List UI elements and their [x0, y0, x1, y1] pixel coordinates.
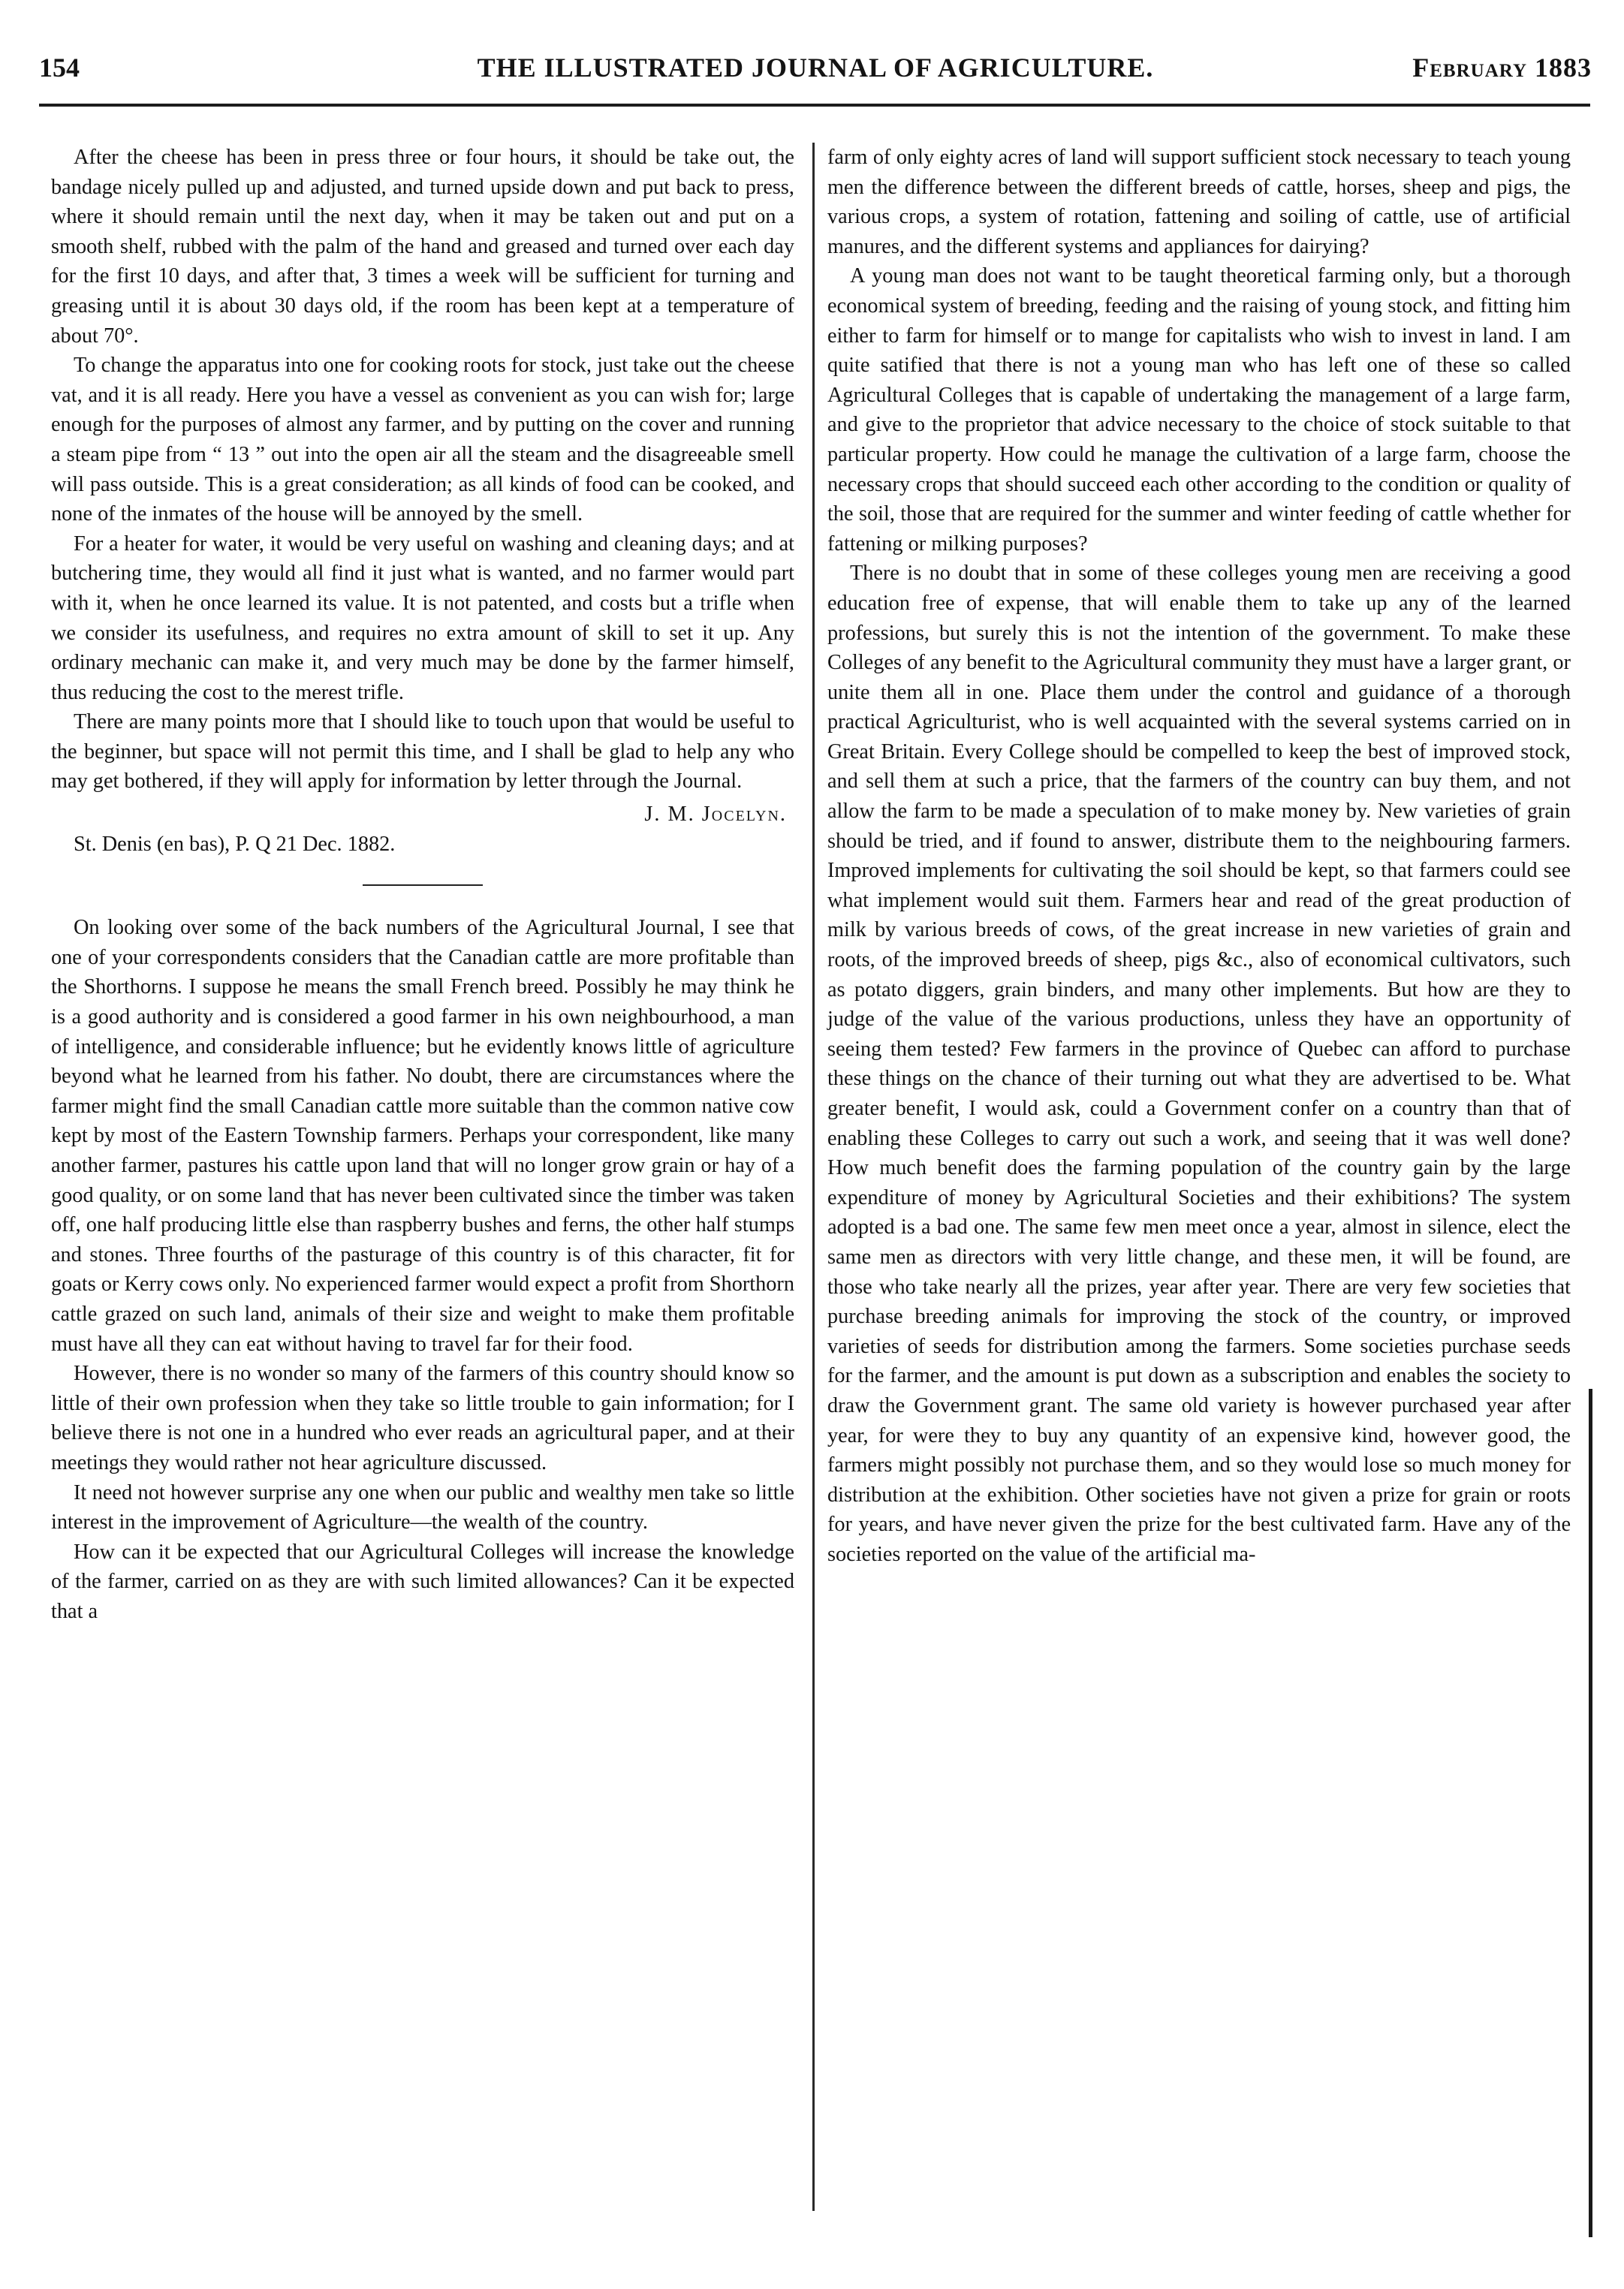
right-column	[827, 143, 1571, 1570]
issue-date: February 1883	[1412, 53, 1592, 83]
paragraph: How can it be expected that our Agricultural Colleges will increase the knowledge of the farmer, carried on as they are with such limited allowances? Can it be expected that a	[51, 1540, 794, 1623]
section-divider	[363, 884, 483, 886]
place-date-line: St. Denis (en bas), P. Q 21 Dec. 1882.	[74, 832, 396, 856]
paragraph: For a heater for water, it would be very useful on washing and cleaning days; and at butchering time, they would all find it just what is wanted, and no farmer would part with it, when he once learned its value. It is not patented, and costs but a trifle when we consider its usefulness, and requires no extra amount of skill to set it up. Any ordinary mechanic can make it, and very much may be done by the farmer himself, thus reducing the cost to the merest trifle.	[51, 532, 794, 704]
paragraph: To change the apparatus into one for cooking roots for stock, just take out the cheese vat, and it is all ready. Here you have a vessel as convenient as you can wish for; large enough for the purposes of almost any farmer, and by putting on the cover and running a steam pipe from “ 13 ” out into the open air all the steam and the disagreeable smell will pass outside. This is a great consideration; as all kinds of food can be cooked, and none of the inmates of the house will be annoyed by the smell.	[51, 354, 794, 526]
paragraph: It need not however surprise any one when our public and wealthy men take so little interest in the improvement of Agriculture—the wealth of the country.	[51, 1480, 794, 1535]
paragraph: There are many points more that I should like to touch upon that would be useful to the beginner, but space will not permit this time, and I shall be glad to help any who may get bothered, if they will apply for information by letter through the Journal.	[51, 710, 794, 794]
journal-title: THE ILLUSTRATED JOURNAL OF AGRICULTURE.	[477, 53, 1154, 83]
paragraph: On looking over some of the back numbers of the Agricultural Journal, I see that one of your correspondents considers that the Canadian cattle are more profitable than the Shorthorns. I suppose he means the small French breed. Possibly he may think he is a good authority and is considered a good farmer in his own neighbourhood, a man of intelligence, and considerable influence; but he evidently knows little of agriculture beyond what he learned from his father. No doubt, there are circumstances where the farmer might find the small Canadian cattle more suitable than the common native cow kept by most of the Eastern Township farmers. Perhaps your correspondent, like many another farmer, pastures his cattle upon land that will no longer grow grain or hay of a good quality, or on some land that has never been cultivated since the timber was taken off, one half producing little else than raspberry bushes and ferns, the other half stumps and stones. Three fourths of the pasturage of this country is of this character, fit for goats or Kerry cows only. No experienced farmer would expect a profit from Shorthorn cattle grazed on such land, animals of their size and weight to make them profitable must have all they can eat without having to travel far for their food.	[51, 916, 794, 1356]
paragraph: After the cheese has been in press three or four hours, it should be take out, the bandage nicely pulled up and adjusted, and turned upside down and put back to press, where it should remain until the next day, when it may be taken out and put on a smooth shelf, rubbed with the palm of the hand and greased and turned over each day for the first 10 days, and after that, 3 times a week will be sufficient for turning and greasing until it is about 30 days old, if the room has been kept at a temperature of about 70°.	[51, 146, 794, 348]
header-rule	[39, 104, 1590, 107]
column-rule	[812, 143, 815, 2211]
binding-edge-mark	[1589, 1389, 1592, 2237]
left-column	[51, 143, 794, 1627]
paragraph: farm of only eighty acres of land will support sufficient stock necessary to teach young men the difference between the different breeds of cattle, horses, sheep and pigs, the various crops, a system of rotation, fattening and soiling of cattle, use of artificial manures, and the different systems and appliances for dairying?	[827, 146, 1571, 258]
author-signature: J. M. Jocelyn.	[644, 803, 787, 827]
page-header	[39, 45, 1592, 90]
page-number: 154	[39, 53, 80, 83]
paragraph: A young man does not want to be taught theoretical farming only, but a thorough economical system of breeding, feeding and the raising of young stock, and fitting him either to farm for himself or to mange for capitalists who wish to invest in land. I am quite satified that there is not a young man who has left one of these so called Agricultural Colleges that is capable of undertaking the management of a large farm, and give to the proprietor that advice necessary to the choice of stock suitable to that particular property. How could he manage the cultivation of a large farm, choose the necessary crops that should succeed each other according to the condition or quality of the soil, those that are required for the summer and winter feeding of cattle whether for fattening or milking purposes?	[827, 264, 1571, 556]
paragraph: There is no doubt that in some of these colleges young men are receiving a good education free of expense, that will enable them to take up any of the learned professions, but surely this is not the intention of the government. To make these Colleges of any benefit to the Agricultural community they must have a larger grant, or unite them all in one. Place them under the control and guidance of a thorough practical Agriculturist, who is well acquainted with the several systems carried on in Great Britain. Every College should be compelled to keep the best of improved stock, and sell them at such a price, that the farmers of the country can buy them, and not allow the farm to be made a speculation of to make money by. New varieties of grain should be tried, and if found to answer, distribute them to the neighbouring farmers. Improved implements for cultivating the soil should be kept, so that farmers could see what implement would suit them. Farmers hear and read of the great production of milk by various breeds of cows, of the great increase in new varieties of grain and roots, of the improved breeds of sheep, pigs &c., also of economical cultivators, such as potato diggers, grain binders, and many other implements. But how are they to judge of the value of the various productions, unless they have an opportunity of seeing them tested? Few farmers in the province of Quebec can afford to purchase these things on the chance of their turning out what they are advertised to be. What greater benefit, I would ask, could a Government confer on a country than that of enabling these Colleges to carry out such a work, and seeing that it was well done? How much benefit does the farming population of the country gain by the large expenditure of money by Agricultural Societies and their exhibitions? The system adopted is a bad one. The same few men meet once a year, almost in silence, elect the same men as directors with very little change, and these men, it will be found, are those who take nearly all the prizes, year after year. There are very few societies that purchase breeding animals for improving the stock of the country, or improved varieties of seeds for distribution among the farmers. Some societies purchase seeds for the farmer, and the amount is put down as a subscription and enables the society to draw the Government grant. The same old variety is however purchased year after year, for were they to buy any quantity of an expensive kind, however good, the farmers might possibly not purchase them, and so they would lose so much money for distribution at the exhibition. Other societies have not given a prize for grain or roots for years, and have never given the prize for the best cultivated farm. Have any of the societies reported on the value of the artificial ma-	[827, 562, 1571, 1566]
paragraph: However, there is no wonder so many of the farmers of this country should know so little of their own profession when they take so little trouble to gain information; for I believe there is not one in a hundred who ever reads an agricultural paper, and at their meetings they would rather not hear agriculture discussed.	[51, 1362, 794, 1474]
